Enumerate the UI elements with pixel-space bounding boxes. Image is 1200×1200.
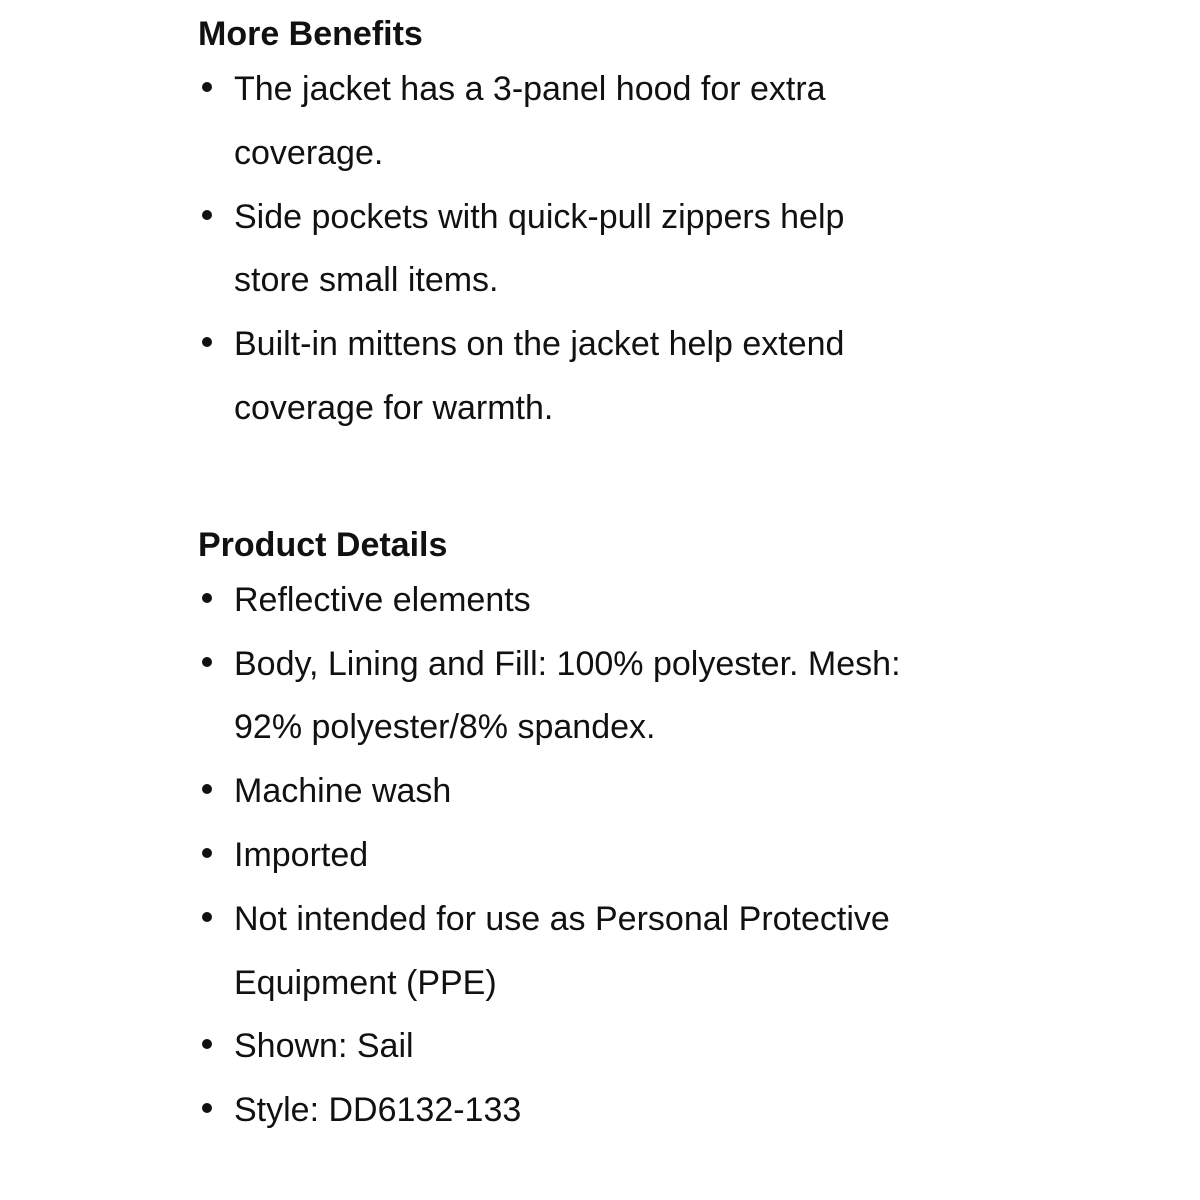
list-item [198,888,998,1016]
list-item [198,58,998,186]
list-item-text: Style: DD6132-133 [234,1091,522,1130]
bullet-icon [202,848,212,858]
bullet-icon [202,1103,212,1113]
list-item-text: Shown: Sail [234,1027,414,1066]
bullet-icon [202,1039,212,1049]
list-item [198,313,998,441]
bullet-icon [202,337,212,347]
product-details-heading: Product Details [198,525,448,564]
list-item-text: Reflective elements [234,580,531,619]
list-item-text: Imported [234,835,369,874]
bullet-icon [202,784,212,794]
list-item-text: Built-in mittens on the jacket help extend coverage for warmth. [234,325,845,427]
product-details-list [198,569,998,1143]
more-benefits-heading: More Benefits [198,15,423,53]
product-description [198,10,998,1143]
list-item [198,824,998,888]
bullet-icon [202,210,212,220]
more-benefits-list [198,58,998,441]
bullet-icon [202,82,212,92]
list-item [198,1079,998,1143]
list-item-text: The jacket has a 3-panel hood for extra coverage. [234,70,826,172]
bullet-icon [202,657,212,667]
list-item [198,186,998,314]
list-item [198,569,998,633]
list-item-text: Not intended for use as Personal Protective Equipment (PPE) [234,899,890,1002]
bullet-icon [202,593,212,603]
list-item-text: Body, Lining and Fill: 100% polyester. Mesh: 92% polyester/8% spandex. [234,644,901,747]
bullet-icon [202,912,212,922]
list-item [198,760,998,824]
list-item-text: Machine wash [234,772,452,811]
list-item [198,1015,998,1079]
list-item-text: Side pockets with quick-pull zippers help store small items. [234,197,845,300]
list-item [198,633,998,761]
